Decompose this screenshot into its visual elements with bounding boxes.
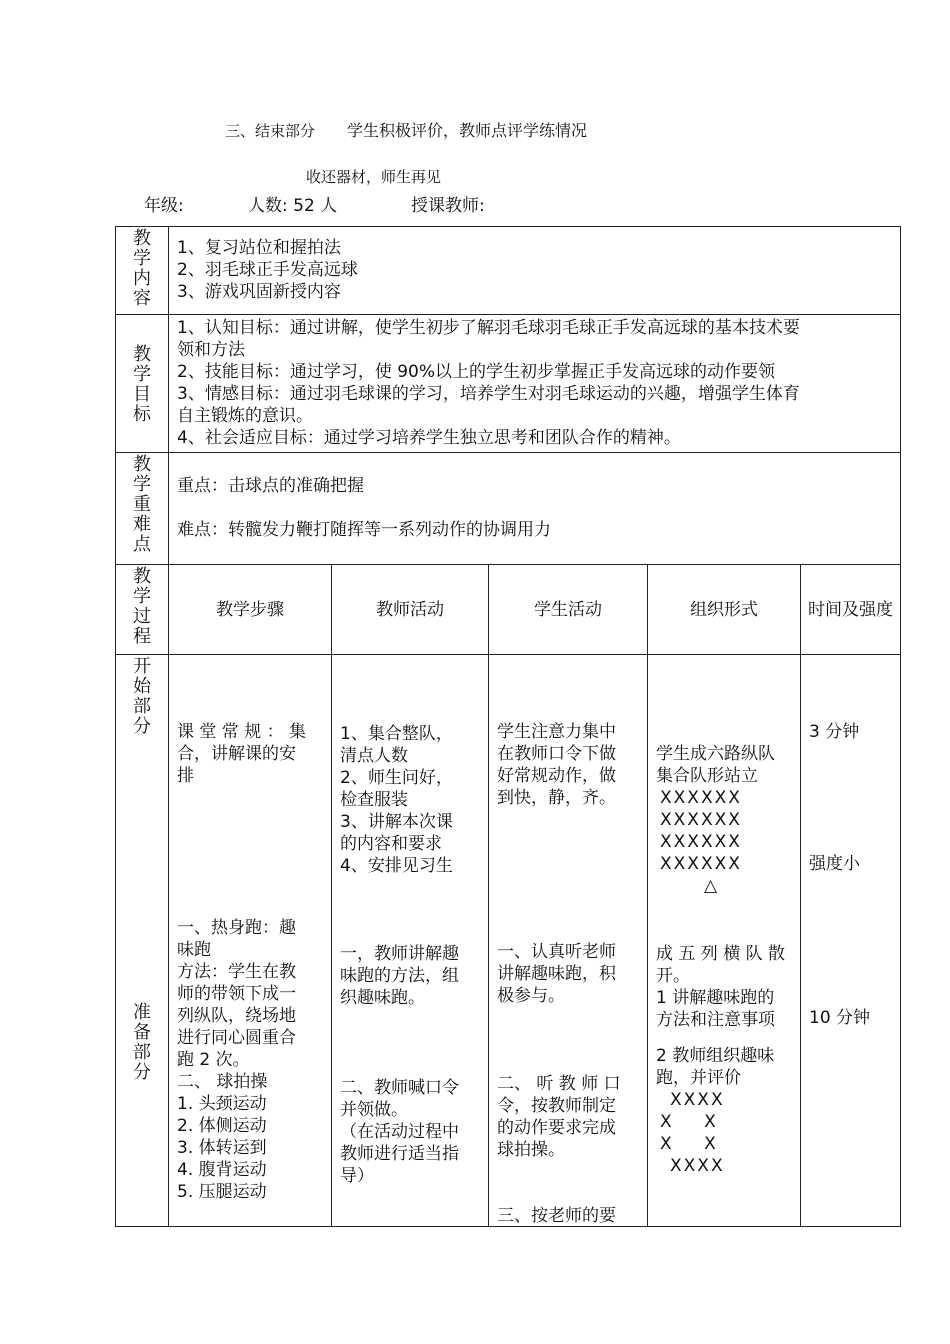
content-row — [116, 227, 901, 315]
process-body-row — [116, 655, 901, 1227]
prep-org-form: 成 五 列 横 队 散 开。 1 讲解趣味跑的 方法和注意事项 2 教师组织趣味 跑，并评价 XXXX X X X X XXXX — [656, 944, 786, 1176]
start-org-form: 学生成六路纵队 集合队形站立 XXXXXX XXXXXX XXXXXX XXXXXX △ — [656, 744, 775, 896]
student-column — [489, 655, 648, 1227]
goal-line: 4、社会适应目标：通过学习培养学生独立思考和团队合作的精神。 — [177, 428, 681, 448]
lesson-plan-table — [115, 226, 901, 1227]
content-label: 教 学 内 容 — [116, 227, 169, 315]
start-time: 3 分钟 — [809, 722, 860, 742]
goal-line: 领和方法 — [177, 340, 245, 360]
prep-student-activity-1: 一、认真听老师 讲解趣味跑，积 极参与。 — [497, 942, 616, 1006]
prep-teacher-activity-2: 二、教师喊口令 并领做。 （在活动过程中 教师进行适当指 导） — [340, 1078, 459, 1186]
header-teacher: 教师活动 — [332, 565, 489, 655]
prep-teacher-activity-1: 一，教师讲解趣 味跑的方法，组 织趣味跑。 — [340, 944, 459, 1008]
header-time: 时间及强度 — [801, 565, 901, 655]
keypoints-row — [116, 453, 901, 565]
goal-line: 自主锻炼的意识。 — [177, 406, 313, 426]
count-label: 人数: 52 人 — [248, 196, 338, 216]
process-label: 教 学 过 程 — [116, 565, 169, 655]
grade-label: 年级: — [144, 196, 184, 216]
content-item: 3、游戏巩固新授内容 — [177, 282, 341, 302]
closing-line-2: 收还器材，师生再见 — [306, 168, 442, 186]
org-column — [648, 655, 801, 1227]
goals-row — [116, 315, 901, 453]
time-column — [801, 655, 901, 1227]
start-intensity: 强度小 — [809, 854, 860, 874]
prep-step: 一、热身跑：趣 味跑 方法：学生在教 师的带领下成一 列纵队，绕场地 进行同心圆重合 跑 2 次。 二、 球拍操 1. 头颈运动 2. 体侧运动 3. 体转运到 4. 腹背运动 5. 压腿运动 — [177, 918, 296, 1202]
steps-column — [169, 655, 332, 1227]
start-section-label: 开 始 部 分 — [133, 656, 151, 737]
goal-line: 3、情感目标：通过羽毛球课的学习，培养学生对羽毛球运动的兴趣，增强学生体育 — [177, 384, 800, 404]
goals-label: 教 学 目 标 — [116, 315, 169, 453]
goals-items — [169, 315, 901, 453]
closing-section-title: 三、结束部分 — [225, 122, 316, 140]
header-steps: 教学步骤 — [169, 565, 332, 655]
prep-time: 10 分钟 — [809, 1008, 871, 1028]
key-point: 重点：击球点的准确把握 — [177, 476, 364, 496]
start-step: 课 堂 常 规 ： 集 合，讲解课的安 排 — [177, 722, 307, 786]
content-item: 1、复习站位和握拍法 — [177, 238, 341, 258]
keypoints-text — [169, 453, 901, 565]
meta-row — [144, 191, 644, 215]
header-student: 学生活动 — [489, 565, 648, 655]
start-student-activity: 学生注意力集中 在教师口令下做 好常规动作，做 到快，静，齐。 — [497, 722, 616, 808]
goal-line: 2、技能目标：通过学习，使 90%以上的学生初步掌握正手发高远球的动作要领 — [177, 362, 776, 382]
teacher-column — [332, 655, 489, 1227]
prep-section-label: 准 备 部 分 — [133, 1002, 151, 1083]
header-org: 组织形式 — [648, 565, 801, 655]
content-items — [169, 227, 901, 315]
goal-line: 1、认知目标：通过讲解，使学生初步了解羽毛球羽毛球正手发高远球的基本技术要 — [177, 318, 800, 338]
content-item: 2、羽毛球正手发高远球 — [177, 260, 358, 280]
closing-section-note — [225, 118, 587, 141]
closing-line-1: 学生积极评价，教师点评学练情况 — [347, 121, 588, 140]
prep-student-activity-2: 二、 听 教 师 口 令，按教师制定 的动作要求完成 球拍操。 — [497, 1074, 621, 1160]
start-teacher-activity: 1、集合整队， 清点人数 2、师生问好， 检查服装 3、讲解本次课 的内容和要求 4、安排见习生 — [340, 724, 453, 876]
prep-student-activity-3: 三、按老师的要 — [497, 1206, 616, 1226]
process-header-row — [116, 565, 901, 655]
difficulty-point: 难点：转髋发力鞭打随挥等一系列动作的协调用力 — [177, 520, 551, 540]
keypoints-label: 教 学 重 难 点 — [116, 453, 169, 565]
section-labels — [116, 655, 169, 1227]
teacher-label: 授课教师: — [411, 196, 485, 216]
